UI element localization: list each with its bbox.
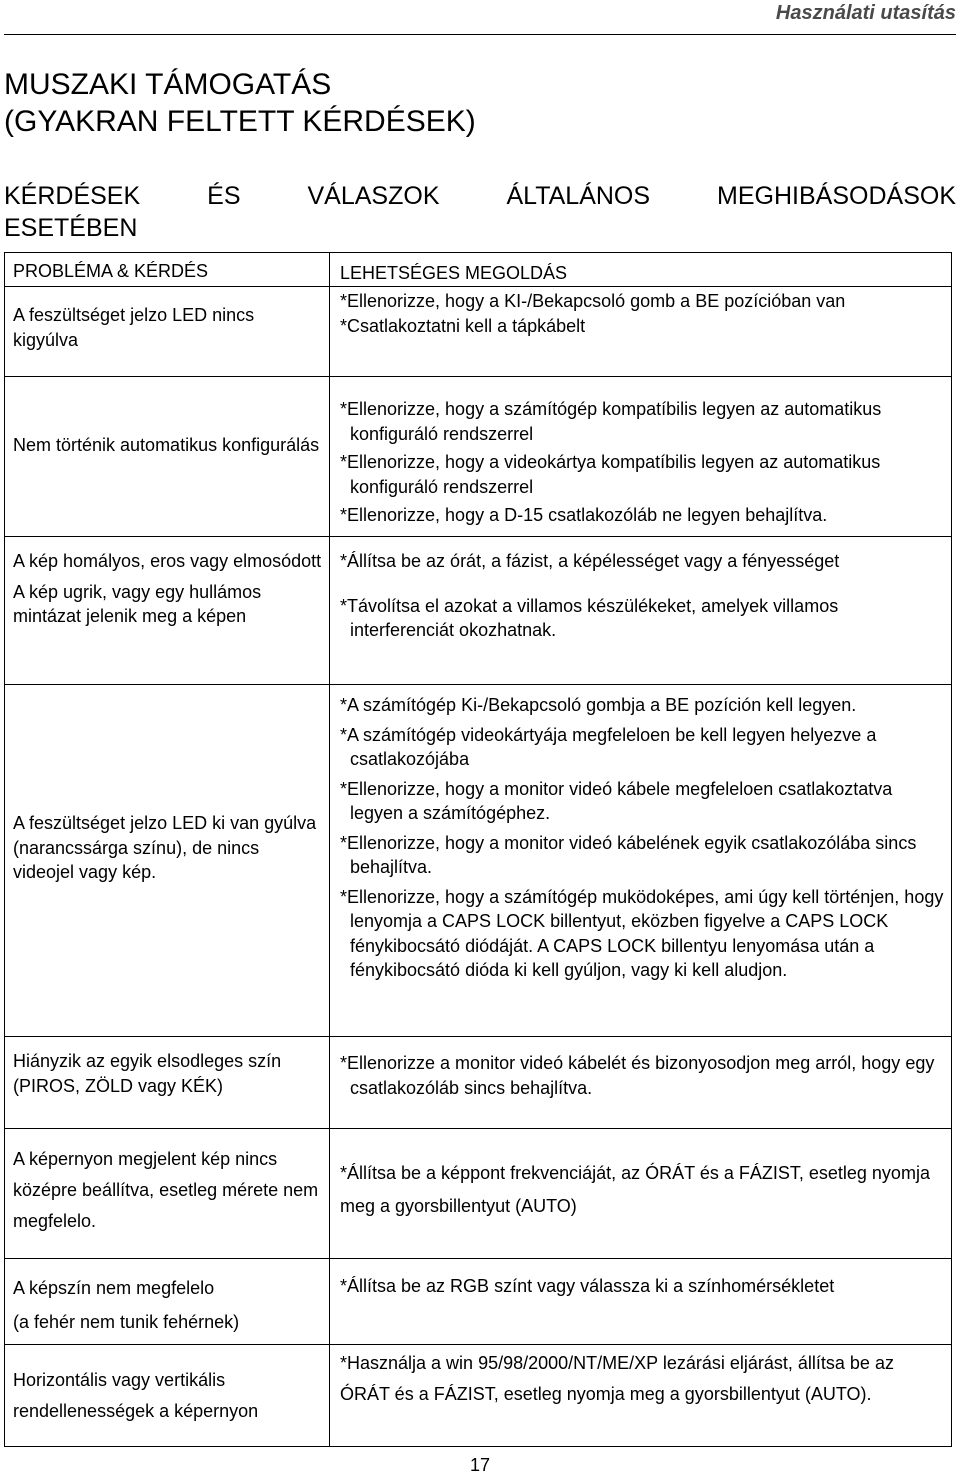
solution-item: *Ellenorizze, hogy a D-15 csatlakozóláb ne legyen behajlítva. (340, 505, 828, 525)
main-heading (4, 66, 476, 140)
table-row (5, 377, 952, 537)
sub-heading (4, 180, 956, 244)
solution-cell (330, 537, 952, 685)
problem-cell (5, 1129, 330, 1259)
solution-item: *A számítógép Ki-/Bekapcsoló gombja a BE pozíción kell legyen. (340, 695, 857, 715)
problem-text: A kép ugrik, vagy egy hullámos mintázat jelenik meg a képen (13, 581, 262, 626)
solution-item: *Csatlakoztatni kell a tápkábelt (340, 315, 586, 336)
solution-cell (330, 1129, 952, 1259)
problem-text: (a fehér nem tunik fehérnek) (13, 1312, 240, 1332)
solution-item: *A számítógép videokártyája megfeleloen be kell legyen helyezve a csatlakozójába (340, 724, 877, 769)
problem-cell (5, 377, 330, 537)
sub-heading-word: VÁLASZOK (307, 182, 440, 210)
solution-item: *Ellenorizze, hogy a monitor videó kábele megfeleloen csatlakoztatva legyen a számítógéphez. (340, 778, 893, 823)
problem-text: Horizontális vagy vertikális rendellenességek a képernyon (13, 1370, 259, 1421)
sub-heading-word: ÉS (207, 182, 241, 210)
column-header-problem: PROBLÉMA & KÉRDÉS (5, 253, 330, 287)
problem-cell (5, 685, 330, 1037)
solution-item: *Állítsa be az órát, a fázist, a képélességet vagy a fényességet (340, 551, 840, 571)
problem-text: A feszültséget jelzo LED nincs kigyúlva (13, 305, 255, 350)
header-rule (4, 34, 956, 35)
solution-item: *Használja a win 95/98/2000/NT/ME/XP lezárási eljárást, állítsa be az ÓRÁT és a FÁZIST, esetleg nyomja meg a gyorsbillentyut (AUTO). (340, 1353, 894, 1404)
solution-item: *Állítsa be a képpont frekvenciáját, az ÓRÁT és a FÁZIST, esetleg nyomja meg a gyorsbillentyut (AUTO) (340, 1163, 930, 1216)
solution-item: *Távolítsa el azokat a villamos készülékeket, amelyek villamos interferenciát okozhatnak. (340, 595, 839, 640)
sub-heading-line1 (4, 180, 956, 212)
problem-cell (5, 287, 330, 377)
solution-item: *Ellenorizze a monitor videó kábelét és bizonyosodjon meg arról, hogy egy csatlakozóláb sincs behajlítva. (340, 1053, 935, 1098)
sub-heading-word: MEGHIBÁSODÁSOK (717, 182, 956, 210)
problem-text: Hiányzik az egyik elsodleges szín (PIROS, ZÖLD vagy KÉK) (13, 1051, 282, 1096)
table-row (5, 1037, 952, 1129)
sub-heading-word: ÁLTALÁNOS (506, 182, 651, 210)
header-title: Használati utasítás (775, 2, 956, 24)
solution-cell (330, 1259, 952, 1345)
solution-item: *Ellenorizze, hogy a videokártya kompatíbilis legyen az automatikus konfiguráló rendszerrel (340, 452, 881, 497)
problem-text: A kép homályos, eros vagy elmosódott (13, 551, 322, 571)
table-row (5, 1129, 952, 1259)
table-row (5, 287, 952, 377)
problem-cell (5, 1037, 330, 1129)
solution-cell (330, 377, 952, 537)
problem-cell (5, 1345, 330, 1447)
problem-cell (5, 1259, 330, 1345)
problem-text: A képernyon megjelent kép nincs középre beállítva, esetleg mérete nem megfelelo. (13, 1149, 319, 1231)
page-number: 17 (470, 1455, 491, 1475)
main-heading-line2: (GYAKRAN FELTETT KÉRDÉSEK) (4, 105, 476, 138)
table-header-row (5, 253, 952, 287)
solution-cell (330, 1037, 952, 1129)
table-row (5, 537, 952, 685)
solution-cell (330, 685, 952, 1037)
problem-text: A feszültséget jelzo LED ki van gyúlva (narancssárga színu), de nincs videojel vagy kép. (13, 813, 317, 882)
solution-item: *Ellenorizze, hogy a monitor videó kábelének egyik csatlakozólába sincs behajlítva. (340, 832, 917, 877)
solution-cell (330, 1345, 952, 1447)
column-header-solution: LEHETSÉGES MEGOLDÁS (330, 253, 952, 287)
table-row (5, 1259, 952, 1345)
solution-item: *Ellenorizze, hogy a számítógép muködoképes, ami úgy kell történjen, hogy lenyomja a CAPS LOCK billentyut, eközben figyelve a CAPS LOCK fénykibocsátó diódáját. A CAPS LOCK billentyu lenyomása után a fénykibocsátó dióda ki kell gyúljon, vagy ki kell aludjon. (340, 886, 944, 980)
main-heading-line1: MUSZAKI TÁMOGATÁS (4, 68, 332, 101)
sub-heading-line2: ESETÉBEN (4, 214, 138, 242)
solution-item: *Állítsa be az RGB színt vagy válassza ki a színhomérsékletet (340, 1276, 835, 1296)
table-row (5, 1345, 952, 1447)
solution-item: *Ellenorizze, hogy a számítógép kompatíbilis legyen az automatikus konfiguráló rendszerrel (340, 399, 882, 444)
sub-heading-word: KÉRDÉSEK (4, 182, 141, 210)
solution-cell (330, 287, 952, 377)
faq-table (4, 252, 952, 1447)
problem-text: Nem történik automatikus konfigurálás (13, 435, 320, 455)
problem-text: A képszín nem megfelelo (13, 1278, 215, 1298)
solution-item: *Ellenorizze, hogy a KI-/Bekapcsoló gomb a BE pozícióban van (340, 291, 846, 311)
table-row (5, 685, 952, 1037)
problem-cell (5, 537, 330, 685)
